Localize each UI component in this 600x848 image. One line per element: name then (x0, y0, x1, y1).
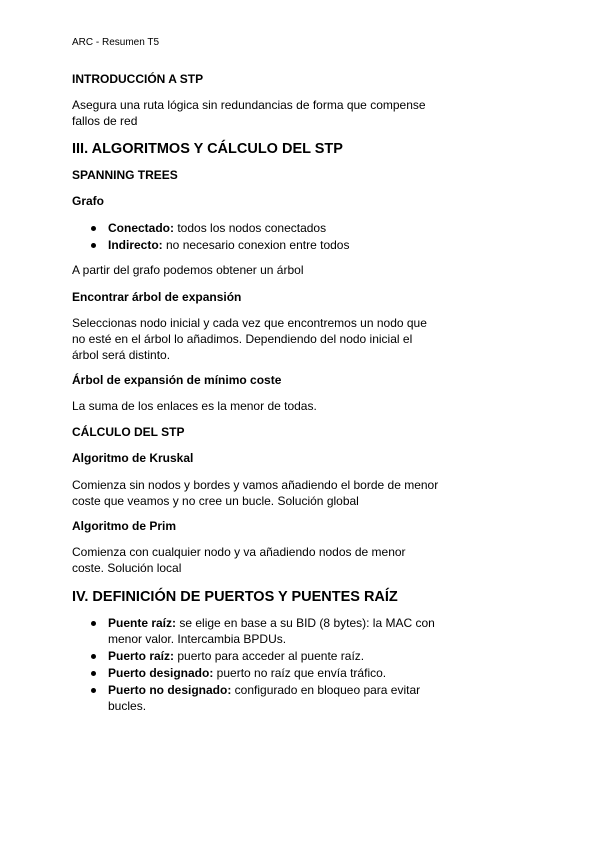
list-item-term: Puerto designado: (108, 666, 214, 680)
list-item-desc: configurado en bloqueo para evitar bucles. (108, 683, 421, 713)
heading-minimo-coste: Árbol de expansión de mínimo coste (72, 373, 282, 387)
intro-paragraph: Asegura una ruta lógica sin redundancias de forma que compense fallos de red (72, 98, 426, 128)
list-item-desc: puerto no raíz que envía tráfico. (213, 666, 387, 680)
running-header: ARC - Resumen T5 (72, 37, 160, 48)
list-item-term: Puerto raíz: (108, 649, 175, 663)
list-item-term: Indirecto: (108, 238, 163, 252)
list-item-desc: puerto para acceder al puente raíz. (174, 649, 365, 663)
heading-spanning-trees: SPANNING TREES (72, 168, 178, 182)
bullet-icon (91, 688, 96, 693)
list-item (72, 237, 452, 253)
heading-kruskal: Algoritmo de Kruskal (72, 451, 194, 465)
kruskal-paragraph: Comienza sin nodos y bordes y vamos añadiendo el borde de menor coste que veamos y no cree un bucle. Solución global (72, 478, 439, 508)
prim-paragraph: Comienza con cualquier nodo y va añadiendo nodos de menor coste. Solución local (72, 545, 406, 575)
list-item (72, 682, 447, 714)
list-item-desc: todos los nodos conectados (174, 221, 327, 235)
bullet-icon (91, 671, 96, 676)
encontrar-paragraph: Seleccionas nodo inicial y cada vez que encontremos un nodo que no esté en el árbol lo añadimos. Dependiendo del nodo inicial el árbol será distinto. (72, 316, 427, 362)
list-item-desc: no necesario conexion entre todos (162, 238, 350, 252)
heading-section-3: III. ALGORITMOS Y CÁLCULO DEL STP (72, 141, 343, 157)
bullet-icon (91, 243, 96, 248)
bullet-icon (91, 654, 96, 659)
list-item (72, 615, 447, 647)
list-item (72, 648, 447, 664)
list-item-term: Puerto no designado: (108, 683, 232, 697)
bullet-icon (91, 621, 96, 626)
list-item (72, 220, 452, 236)
puertos-list (72, 615, 447, 715)
heading-section-4: IV. DEFINICIÓN DE PUERTOS Y PUENTES RAÍZ (72, 589, 398, 605)
grafo-after-paragraph: A partir del grafo podemos obtener un árbol (72, 263, 304, 277)
minimo-paragraph: La suma de los enlaces es la menor de todas. (72, 399, 317, 413)
heading-prim: Algoritmo de Prim (72, 519, 177, 533)
heading-grafo: Grafo (72, 194, 105, 208)
list-item-term: Puente raíz: (108, 616, 177, 630)
heading-encontrar-arbol: Encontrar árbol de expansión (72, 290, 242, 304)
list-item-desc: se elige en base a su BID (8 bytes): la MAC con menor valor. Intercambia BPDUs. (108, 616, 435, 646)
list-item (72, 665, 447, 681)
heading-intro-stp: INTRODUCCIÓN A STP (72, 72, 204, 86)
grafo-list (72, 220, 452, 254)
heading-calculo-stp: CÁLCULO DEL STP (72, 425, 185, 439)
list-item-term: Conectado: (108, 221, 174, 235)
bullet-icon (91, 226, 96, 231)
